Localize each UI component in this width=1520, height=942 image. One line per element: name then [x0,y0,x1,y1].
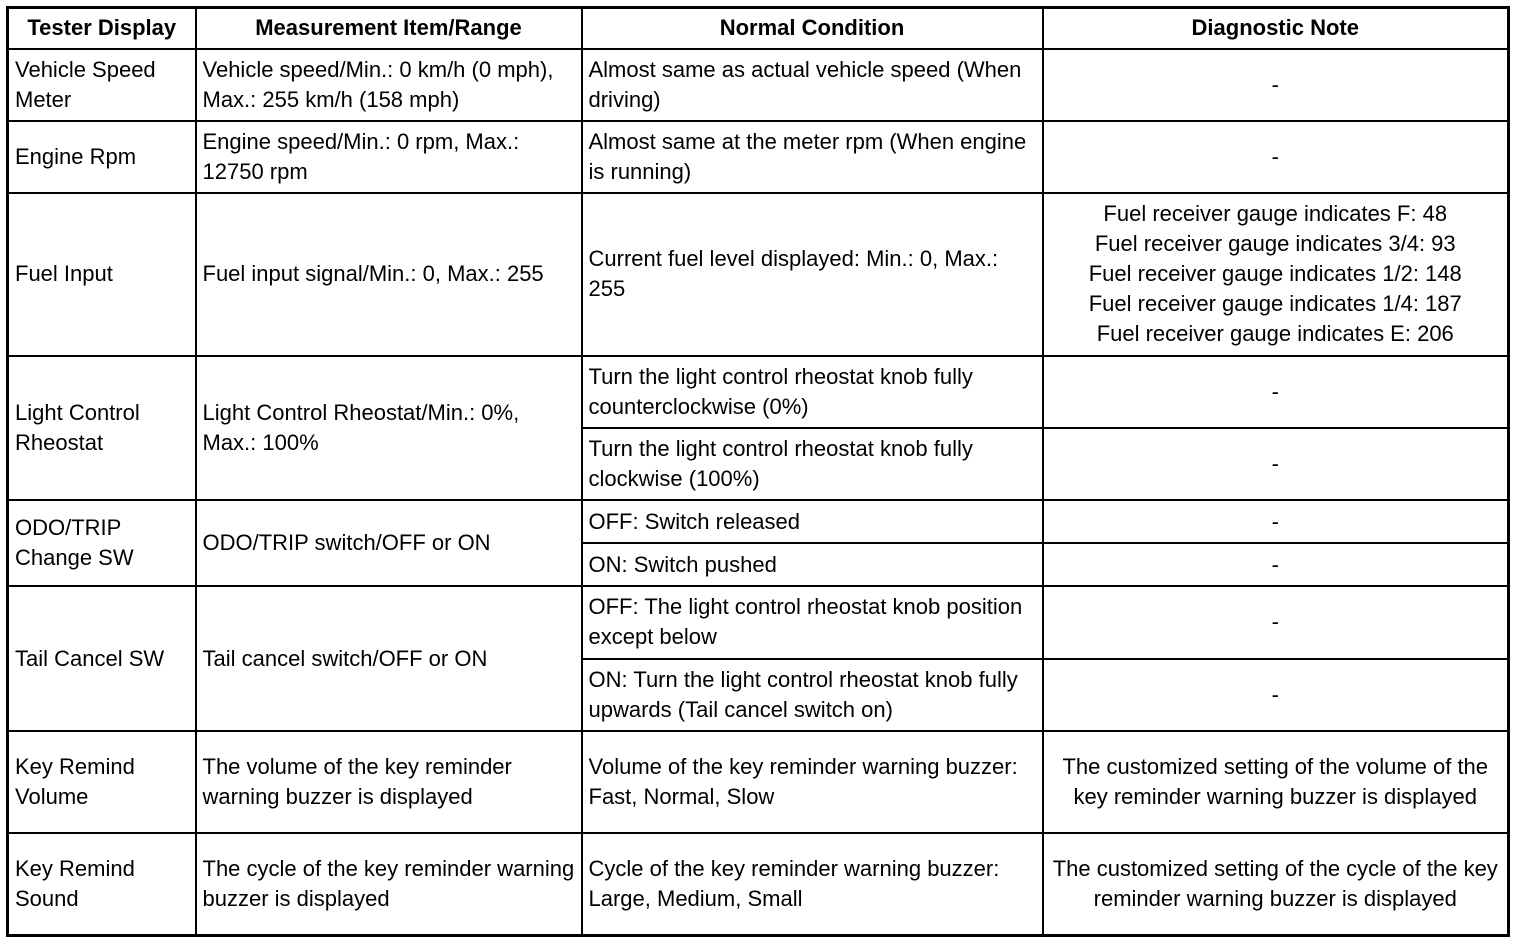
data-list-table [6,6,1510,937]
normal-condition-cell: Turn the light control rheostat knob fully clockwise (100%) [582,428,1043,500]
measurement-cell: Fuel input signal/Min.: 0, Max.: 255 [196,193,582,356]
normal-condition-cell: OFF: Switch released [582,500,1043,543]
normal-condition-cell: Volume of the key reminder warning buzzer: Fast, Normal, Slow [582,731,1043,833]
normal-condition-cell: Almost same as actual vehicle speed (When driving) [582,49,1043,121]
tester-display-cell: Key Remind Volume [8,731,196,833]
diagnostic-note-cell: - [1043,121,1509,193]
tester-display-cell: ODO/TRIP Change SW [8,500,196,586]
fuel-note-line: Fuel receiver gauge indicates E: 206 [1096,321,1454,347]
fuel-note-line: Fuel receiver gauge indicates F: 48 [1103,201,1448,227]
normal-condition-cell: Current fuel level displayed: Min.: 0, Max.: 255 [582,193,1043,356]
table-row [8,731,1509,833]
table-row [8,586,1509,658]
tester-display-cell: Fuel Input [8,193,196,356]
header-normal-condition: Normal Condition [582,8,1043,49]
tester-display-cell: Tail Cancel SW [8,586,196,730]
diagnostic-note-cell: - [1043,659,1509,731]
tester-display-cell: Key Remind Sound [8,833,196,935]
diagnostic-note-cell: - [1043,543,1509,586]
header-diagnostic-note: Diagnostic Note [1043,8,1509,49]
diagnostic-note-cell: - [1043,49,1509,121]
header-measurement: Measurement Item/Range [196,8,582,49]
normal-condition-cell: ON: Turn the light control rheostat knob fully upwards (Tail cancel switch on) [582,659,1043,731]
measurement-cell: The volume of the key reminder warning buzzer is displayed [196,731,582,833]
table-row [8,49,1509,121]
measurement-cell: Vehicle speed/Min.: 0 km/h (0 mph), Max.: 255 km/h (158 mph) [196,49,582,121]
tester-display-cell: Light Control Rheostat [8,356,196,500]
normal-condition-cell: ON: Switch pushed [582,543,1043,586]
header-tester-display: Tester Display [8,8,196,49]
measurement-cell: Tail cancel switch/OFF or ON [196,586,582,730]
normal-condition-cell: OFF: The light control rheostat knob position except below [582,586,1043,658]
table-row [8,500,1509,543]
table-row [8,356,1509,428]
diagnostic-note-cell: - [1043,586,1509,658]
measurement-cell: The cycle of the key reminder warning buzzer is displayed [196,833,582,935]
diagnostic-note-cell: The customized setting of the volume of the key reminder warning buzzer is displayed [1043,731,1509,833]
normal-condition-cell: Almost same at the meter rpm (When engine is running) [582,121,1043,193]
diagnostic-note-cell [1043,193,1509,356]
fuel-note-line: Fuel receiver gauge indicates 1/4: 187 [1088,291,1462,317]
diagnostic-note-cell: - [1043,428,1509,500]
fuel-note-line: Fuel receiver gauge indicates 1/2: 148 [1088,261,1462,287]
measurement-cell: Engine speed/Min.: 0 rpm, Max.: 12750 rpm [196,121,582,193]
diagnostic-note-cell: The customized setting of the cycle of the key reminder warning buzzer is displayed [1043,833,1509,935]
tester-display-cell: Engine Rpm [8,121,196,193]
table-row [8,193,1509,356]
fuel-note-line: Fuel receiver gauge indicates 3/4: 93 [1094,231,1456,257]
tester-display-cell: Vehicle Speed Meter [8,49,196,121]
diagnostic-note-cell: - [1043,356,1509,428]
normal-condition-cell: Cycle of the key reminder warning buzzer: Large, Medium, Small [582,833,1043,935]
diagnostic-note-cell: - [1043,500,1509,543]
measurement-cell: Light Control Rheostat/Min.: 0%, Max.: 100% [196,356,582,500]
table-row [8,121,1509,193]
table-row [8,833,1509,935]
header-row [8,8,1509,49]
normal-condition-cell: Turn the light control rheostat knob fully counterclockwise (0%) [582,356,1043,428]
measurement-cell: ODO/TRIP switch/OFF or ON [196,500,582,586]
